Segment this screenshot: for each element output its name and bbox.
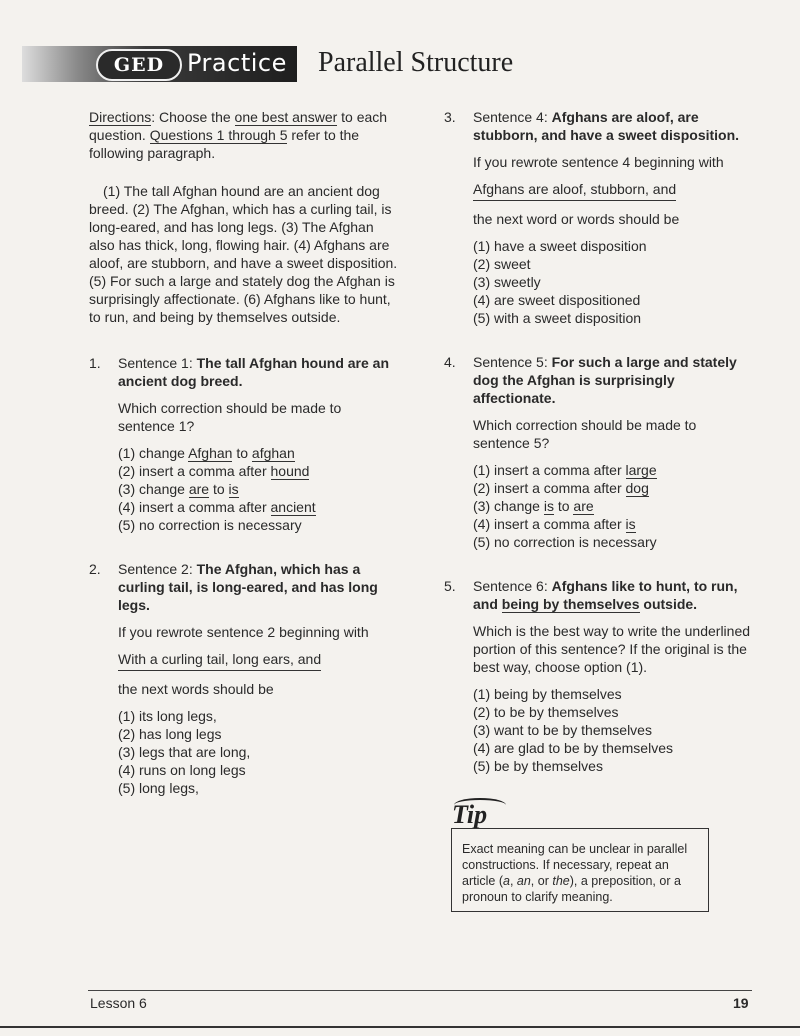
question-prompt: If you rewrote sentence 2 beginning with xyxy=(118,624,369,640)
answer-option[interactable]: (1) change Afghan to afghan xyxy=(118,445,295,461)
answer-option[interactable]: (2) to be by themselves xyxy=(473,704,619,720)
question-stem: Sentence 1: The tall Afghan hound are an ancient dog breed. xyxy=(118,355,390,389)
tip-box: Exact meaning can be unclear in parallel constructions. If necessary, repeat an article (a, an, or the), a preposition, or a pronoun to clarify meaning. xyxy=(451,828,709,912)
answer-option[interactable]: (5) long legs, xyxy=(118,780,199,796)
question-prompt-2: the next words should be xyxy=(118,681,274,697)
answer-option[interactable]: (2) sweet xyxy=(473,256,531,272)
answer-option[interactable]: (4) are glad to be by themselves xyxy=(473,740,673,756)
answer-option[interactable]: (4) are sweet dispositioned xyxy=(473,292,641,308)
answer-option[interactable]: (3) legs that are long, xyxy=(118,744,251,760)
answer-option[interactable]: (3) want to be by themselves xyxy=(473,722,652,738)
question-2 xyxy=(89,560,399,797)
directions-label: Directions xyxy=(89,109,152,125)
question-3 xyxy=(444,108,754,327)
answer-options xyxy=(118,707,399,797)
question-stem: Sentence 5: For such a large and stately dog the Afghan is surprisingly affectionate. xyxy=(473,354,737,406)
question-prompt: Which is the best way to write the underlined portion of this sentence? If the original is the best way, choose option (1). xyxy=(473,623,751,675)
question-prompt-2: the next word or words should be xyxy=(473,211,680,227)
question-number: 4. xyxy=(444,354,456,370)
answer-option[interactable]: (2) has long legs xyxy=(118,726,222,742)
answer-option[interactable]: (5) no correction is necessary xyxy=(473,534,657,550)
question-number: 2. xyxy=(89,561,101,577)
page-title: Parallel Structure xyxy=(318,47,514,78)
answer-options xyxy=(118,444,399,534)
question-prompt: If you rewrote sentence 4 beginning with xyxy=(473,154,724,170)
answer-options xyxy=(473,237,754,327)
answer-option[interactable]: (5) be by themselves xyxy=(473,758,603,774)
answer-options xyxy=(473,685,754,775)
question-5 xyxy=(444,577,754,775)
question-stem: Sentence 4: Afghans are aloof, are stubborn, and have a sweet disposition. xyxy=(473,109,740,143)
question-number: 1. xyxy=(89,355,101,371)
right-column xyxy=(444,108,754,775)
question-1 xyxy=(89,354,399,534)
tip-arc-icon xyxy=(454,798,506,812)
question-prompt: Which correction should be made to sentence 5? xyxy=(473,417,697,451)
ged-logo: GED xyxy=(96,49,182,81)
answer-option[interactable]: (1) have a sweet disposition xyxy=(473,238,647,254)
rewrite-lead: Afghans are aloof, stubborn, and xyxy=(473,180,676,201)
answer-option[interactable]: (4) insert a comma after ancient xyxy=(118,499,316,515)
directions: Directions: Choose the one best answer to each question. Questions 1 through 5 refer to the following paragraph. xyxy=(89,109,388,161)
answer-option[interactable]: (5) no correction is necessary xyxy=(118,517,302,533)
answer-option[interactable]: (3) change are to is xyxy=(118,481,239,497)
question-stem: Sentence 6: Afghans like to hunt, to run, and being by themselves outside. xyxy=(473,578,738,612)
answer-option[interactable]: (2) insert a comma after hound xyxy=(118,463,310,479)
question-4 xyxy=(444,353,754,551)
page-edge xyxy=(0,1026,800,1028)
tip-logo: Tip xyxy=(452,800,508,830)
question-number: 5. xyxy=(444,578,456,594)
passage-paragraph: (1) The tall Afghan hound are an ancient dog breed. (2) The Afghan, which has a curling tail, is long-eared, and has long legs. (3) The Afghan also has thick, long, flowing hair. (4) Afghans are aloof, are stubborn, and have a sweet disposition. (5) For such a large and stately dog the Afghan is surprisingly affectionate. (6) Afghans like to hunt, to run, and being by themselves outside. xyxy=(89,183,398,325)
page-number: 19 xyxy=(733,995,749,1011)
lesson-label: Lesson 6 xyxy=(90,995,147,1011)
answer-option[interactable]: (3) sweetly xyxy=(473,274,541,290)
answer-option[interactable]: (1) its long legs, xyxy=(118,708,217,724)
answer-option[interactable]: (4) insert a comma after is xyxy=(473,516,636,532)
question-prompt: Which correction should be made to sentence 1? xyxy=(118,400,342,434)
answer-option[interactable]: (4) runs on long legs xyxy=(118,762,246,778)
practice-label: Practice xyxy=(187,49,287,77)
answer-option[interactable]: (2) insert a comma after dog xyxy=(473,480,649,496)
left-column xyxy=(89,108,399,797)
answer-option[interactable]: (1) insert a comma after large xyxy=(473,462,657,478)
answer-option[interactable]: (1) being by themselves xyxy=(473,686,622,702)
footer-divider xyxy=(88,990,752,991)
answer-option[interactable]: (5) with a sweet disposition xyxy=(473,310,642,326)
answer-options xyxy=(473,461,754,551)
rewrite-lead: With a curling tail, long ears, and xyxy=(118,650,321,671)
question-stem: Sentence 2: The Afghan, which has a curling tail, is long-eared, and has long legs. xyxy=(118,561,378,613)
answer-option[interactable]: (3) change is to are xyxy=(473,498,594,514)
question-number: 3. xyxy=(444,109,456,125)
